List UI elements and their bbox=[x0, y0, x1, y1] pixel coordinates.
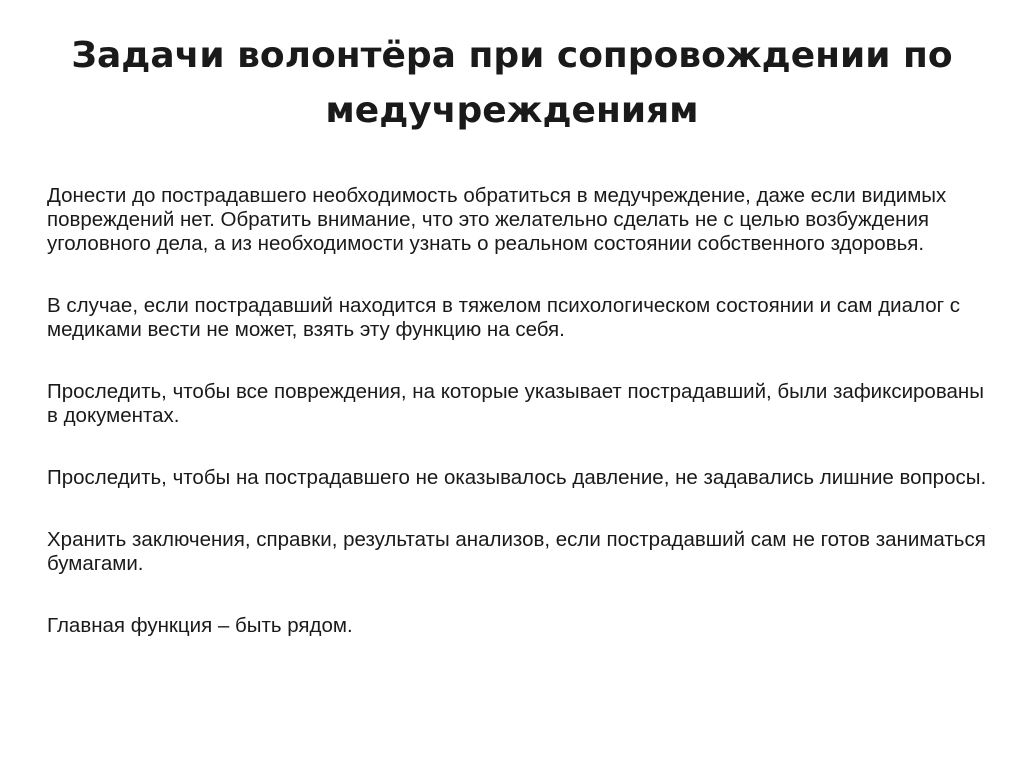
slide-title: Задачи волонтёра при сопровождении по медучреждениям bbox=[71, 35, 953, 131]
content-item-2: В случае, если пострадавший находится в тяжелом психологическом состоянии и сам диалог с медиками вести не может, взять эту функцию на себя. bbox=[47, 294, 961, 341]
slide-content bbox=[47, 184, 997, 638]
content-item-5: Хранить заключения, справки, результаты анализов, если пострадавший сам не готов заниматься бумагами. bbox=[47, 528, 986, 575]
content-item-6: Главная функция – быть рядом. bbox=[47, 614, 353, 637]
content-item-3: Проследить, чтобы все повреждения, на которые указывает пострадавший, были зафиксированы в документах. bbox=[47, 380, 984, 427]
content-item-1: Донести до пострадавшего необходимость обратиться в медучреждение, даже если видимых повреждений нет. Обратить внимание, что это желательно сделать не с целью возбуждения уголовного дела, а из необходимости узнать о реальном состоянии собственного здоровья. bbox=[47, 184, 947, 255]
content-item-4: Проследить, чтобы на пострадавшего не оказывалось давление, не задавались лишние вопросы. bbox=[47, 466, 987, 489]
